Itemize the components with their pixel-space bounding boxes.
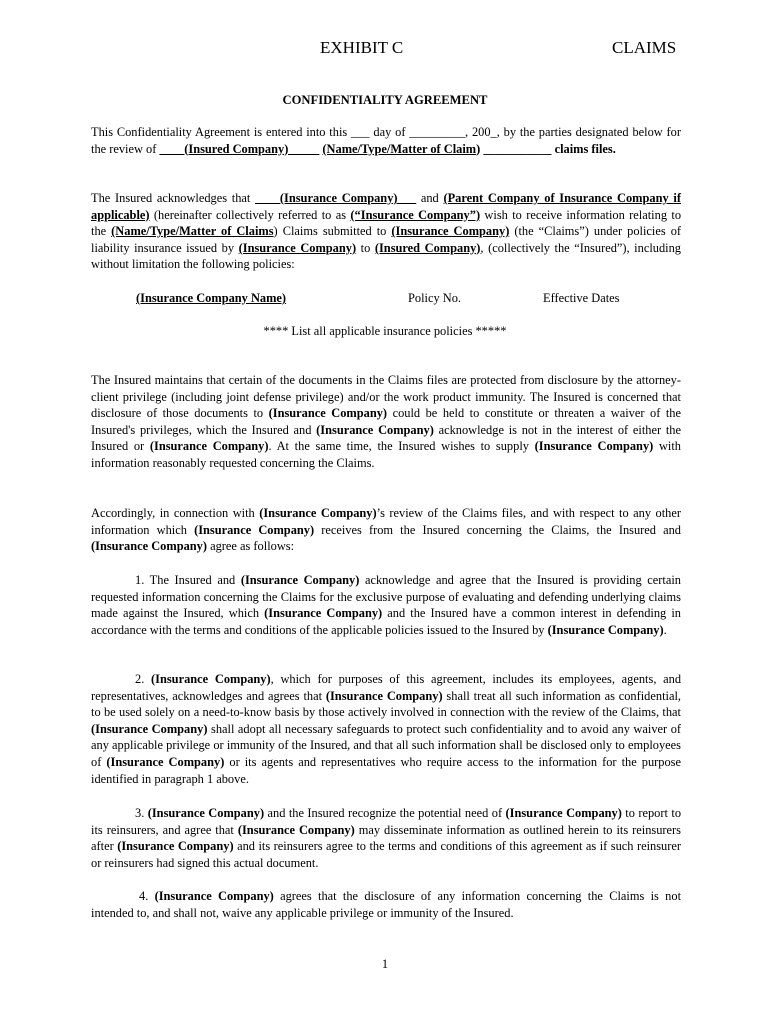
- clause-text: shall adopt all necessary safeguards to protect such confidentiality and to avoid any waiver of any applicable privilege or immunity of the Insured, and that all such information shall be disclosed only to employees of: [91, 721, 682, 769]
- clause-text: to report to its reinsurers, and agree that: [91, 806, 682, 837]
- insurance-company-placeholder: ____(Insurance Company)___: [255, 191, 417, 205]
- insurance-company-placeholder: (Insurance Company): [149, 439, 269, 454]
- exhibit-header: EXHIBIT C: [320, 38, 404, 57]
- paragraph-text: agree as follows:: [207, 539, 295, 554]
- insurance-company-placeholder: (Insurance Company): [264, 606, 383, 621]
- intro-paragraph: [91, 124, 681, 157]
- clause-4: [91, 888, 681, 921]
- intro-text: ) ___________ claims files.: [476, 141, 616, 156]
- clause-text: 4.: [139, 889, 155, 903]
- clause-text: agrees that the disclosure of any information concerning the Claims is not intended to, and shall not, waive any applicable privilege or immunity of the Insured.: [91, 889, 682, 920]
- clause-text: may disseminate information as outlined herein to its reinsurers after: [91, 822, 681, 854]
- clause-text: and its reinsurers agree to the terms and conditions of this agreement as if such reinsurer or reinsurers had signed this actual document.: [91, 839, 682, 870]
- insured-company-placeholder: ____(Insured Company)_____: [159, 141, 320, 156]
- clause-text: , which for purposes of this agreement, includes its employees, agents, and representatives, acknowledges and agrees that: [91, 672, 682, 703]
- acknowledgement-paragraph: [91, 190, 681, 273]
- clause-text: and the Insured have a common interest in defending in accordance with the terms and conditions of the applicable policies issued to the Insured by: [91, 606, 681, 637]
- insurance-company-placeholder: (Insurance Company): [534, 439, 654, 454]
- insurance-company-placeholder: (Insurance Company): [391, 224, 510, 239]
- clause-text: .: [663, 622, 667, 637]
- policy-column-company: (Insurance Company Name): [136, 291, 287, 305]
- paragraph-text: ’s review of the Claims files, and with respect to any other information which: [91, 506, 682, 537]
- insurance-company-placeholder: (Insurance Company): [240, 573, 360, 587]
- clause-2: [91, 671, 681, 787]
- paragraph-text: receives from the Insured concerning the Claims, the Insured and: [314, 522, 682, 537]
- paragraph-text: , (collectively the “Insured”), including without limitation the following policies:: [91, 240, 681, 272]
- insurance-company-placeholder: (Insurance Company): [259, 506, 377, 520]
- claims-header: CLAIMS: [612, 38, 677, 57]
- insurance-company-placeholder: (Insurance Company): [91, 539, 207, 554]
- paragraph-text: could be held to constitute or threaten a waiver of the Insured's privileges, which the Insured and: [91, 406, 681, 437]
- clause-text: 1. The Insured and: [135, 573, 241, 587]
- insurance-company-placeholder: (Insurance Company): [91, 721, 208, 736]
- clause-text: shall treat all such information as confidential, to be used solely on a need-to-know basis by those actively involved in connection with the review of the Claims, that: [91, 688, 681, 720]
- paragraph-text: to: [356, 240, 375, 255]
- insurance-company-placeholder: (Insurance Company): [547, 622, 664, 637]
- page-number: 1: [381, 957, 389, 971]
- paragraph-text: wish to receive information relating to the: [91, 207, 682, 239]
- paragraph-text: . At the same time, the Insured wishes to supply: [268, 439, 535, 454]
- paragraph-text: ) Claims submitted to: [273, 224, 392, 239]
- insurance-company-placeholder: (Insurance Company): [147, 806, 265, 820]
- insurance-company-placeholder: (“Insurance Company”): [350, 207, 481, 222]
- parent-company-placeholder: (Parent Company of Insurance Company if applicable): [91, 191, 681, 222]
- claim-type-placeholder: (Name/Type/Matter of Claim: [322, 141, 477, 156]
- insurance-company-placeholder: (Insurance Company): [238, 240, 357, 255]
- insurance-company-placeholder: (Insurance Company): [194, 522, 315, 537]
- policy-column-dates: Effective Dates: [543, 291, 620, 305]
- clause-text: and the Insured recognize the potential need of: [264, 806, 506, 820]
- insurance-company-placeholder: (Insurance Company): [237, 822, 355, 837]
- paragraph-text: (the “Claims”) under policies of liability insurance issued by: [91, 224, 682, 255]
- insurance-company-placeholder: (Insurance Company): [505, 806, 622, 820]
- paragraph-text: Accordingly, in connection with: [91, 506, 260, 520]
- clause-1: [91, 572, 681, 638]
- paragraph-text: with information reasonably requested concerning the Claims.: [91, 439, 682, 470]
- insurance-company-placeholder: (Insurance Company): [117, 839, 234, 854]
- privilege-paragraph: [91, 372, 681, 472]
- policy-column-number: Policy No.: [408, 291, 462, 305]
- claim-type-placeholder: (Name/Type/Matter of Claims: [111, 224, 274, 239]
- paragraph-text: The Insured acknowledges that: [91, 191, 256, 205]
- insurance-company-placeholder: (Insurance Company): [106, 754, 225, 769]
- insurance-company-placeholder: (Insurance Company): [268, 406, 388, 421]
- clause-3: [91, 805, 681, 871]
- accordingly-paragraph: [91, 505, 681, 555]
- paragraph-text: acknowledge is not in the interest of either the Insured or: [91, 422, 681, 454]
- clause-text: or its agents and representatives who require access to the information for the purpose identified in paragraph 1 above.: [91, 754, 682, 786]
- clause-text: 3.: [135, 806, 148, 820]
- paragraph-text: The Insured maintains that certain of the documents in the Claims files are protected from disclosure by the attorney-client privilege (including joint defense privilege) and/or the work product immunity. The Insured is concerned that disclosure of those documents to: [91, 373, 681, 421]
- insured-company-placeholder: (Insured Company): [374, 240, 481, 255]
- clause-text: 2.: [135, 672, 152, 686]
- intro-text: This Confidentiality Agreement is entered into this ___ day of _________, 200_, by the parties designated below for the review of: [91, 125, 681, 156]
- policy-list-note: **** List all applicable insurance policies *****: [263, 324, 507, 338]
- insurance-company-placeholder: (Insurance Company): [316, 422, 434, 437]
- paragraph-text: (hereinafter collectively referred to as: [149, 207, 351, 222]
- insurance-company-placeholder: (Insurance Company): [154, 889, 274, 903]
- insurance-company-placeholder: (Insurance Company): [151, 672, 271, 686]
- insurance-company-placeholder: (Insurance Company): [325, 688, 443, 703]
- clause-text: acknowledge and agree that the Insured is providing certain requested information concerning the Claims for the exclusive purpose of evaluating and defending underlying claims made against the Insured, which: [91, 573, 681, 621]
- agreement-title: CONFIDENTIALITY AGREEMENT: [282, 93, 488, 107]
- paragraph-text: and: [416, 191, 444, 205]
